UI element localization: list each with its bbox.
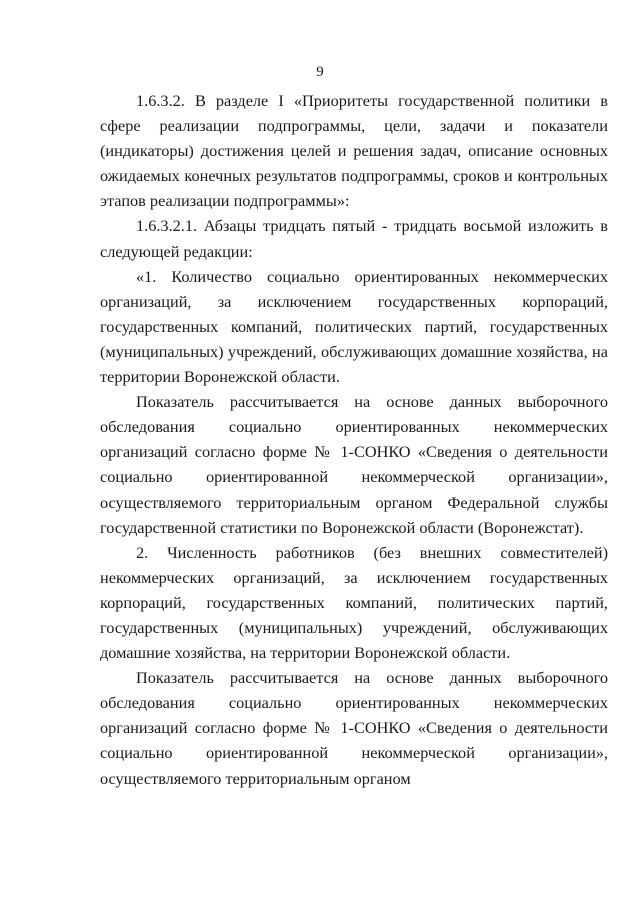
paragraph-indicator-1: «1. Количество социально ориентированных некоммерческих организаций, за исключением государственных корпораций, государственных компаний, политических партий, государственных (муниципальных) учреждений, обслуживающих домашние хозяйства, на территории Воронежской области.: [100, 266, 608, 387]
document-body: [100, 88, 608, 791]
paragraph-indicator-2: 2. Численность работников (без внешних совместителей) некоммерческих организаций, за исключением государственных корпораций, государственных компаний, политических партий, государственных (муниципальных) учреждений, обслуживающих домашние хозяйства, на территории Воронежской области.: [100, 542, 608, 663]
paragraph-1-6-3-2-1: 1.6.3.2.1. Абзацы тридцать пятый - тридцать восьмой изложить в следующей редакции:: [100, 216, 608, 261]
paragraph-1-6-3-2: 1.6.3.2. В разделе I «Приоритеты государственной политики в сфере реализации подпрограммы, цели, задачи и показатели (индикаторы) достижения целей и решения задач, описание основных ожидаемых конечных результатов подпрограммы, сроков и контрольных этапов реализации подпрограммы»:: [100, 91, 608, 211]
paragraph-indicator-2-method: Показатель рассчитывается на основе данных выборочного обследования социально ориентированных некоммерческих организаций согласно форме № 1-СОНКО «Сведения о деятельности социально ориентированной некоммерческой организации», осуществляемого территориальным органом: [100, 668, 608, 788]
paragraph-indicator-1-method: Показатель рассчитывается на основе данных выборочного обследования социально ориентированных некоммерческих организаций согласно форме № 1-СОНКО «Сведения о деятельности социально ориентированной некоммерческой организации», осуществляемого территориальным органом Федеральной службы государственной статистики по Воронежской области (Воронежстат).: [100, 392, 608, 537]
page-number: 9: [316, 64, 324, 80]
